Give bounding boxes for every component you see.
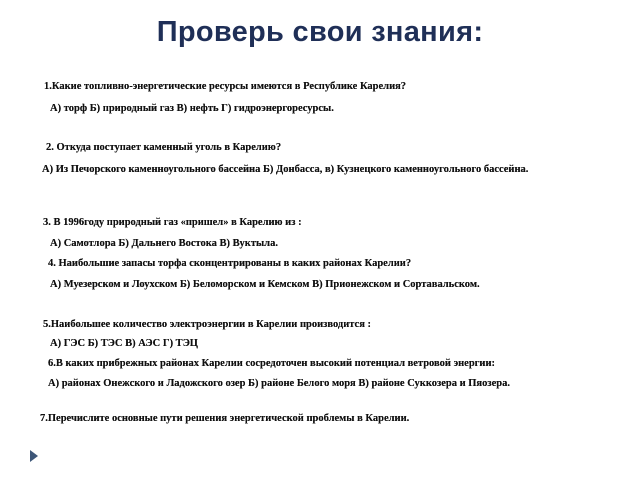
question-6: 6.В каких прибрежных районах Карелии сосредоточен высокий потенциал ветровой энергии: (48, 358, 496, 369)
question-2: 2. Откуда поступает каменный уголь в Карелию? (46, 142, 282, 153)
question-3: 3. В 1996году природный газ «пришел» в Карелию из : (43, 217, 302, 228)
answers-1: А) торф Б) природный газ В) нефть Г) гидроэнергоресурсы. (50, 103, 334, 114)
slide-title: Проверь свои знания: (156, 16, 484, 48)
answers-5: А) ГЭС Б) ТЭС В) АЭС Г) ТЭЦ (50, 338, 198, 349)
answers-4: А) Муезерском и Лоухском Б) Беломорском и Кемском В) Прионежском и Сортавальском. (50, 279, 480, 290)
answers-2: А) Из Печорского каменноугольного бассейна Б) Донбасса, в) Кузнецкого каменноугольного бассейна. (42, 164, 529, 175)
question-4: 4. Наибольшие запасы торфа сконцентрированы в каких районах Карелии? (48, 258, 412, 269)
question-1: 1.Какие топливно-энергетические ресурсы имеются в Республике Карелия? (44, 81, 407, 92)
question-5: 5.Наибольшее количество электроэнергии в Карелии производится : (43, 319, 372, 330)
triangle-right-icon[interactable] (30, 450, 38, 462)
answers-6: А) районах Онежского и Ладожского озер Б) районе Белого моря В) районе Суккозера и Пяозера. (48, 378, 510, 389)
answers-3: А) Самотлора Б) Дальнего Востока В) Вуктыла. (50, 238, 278, 249)
question-7: 7.Перечислите основные пути решения энергетической проблемы в Карелии. (40, 413, 410, 424)
